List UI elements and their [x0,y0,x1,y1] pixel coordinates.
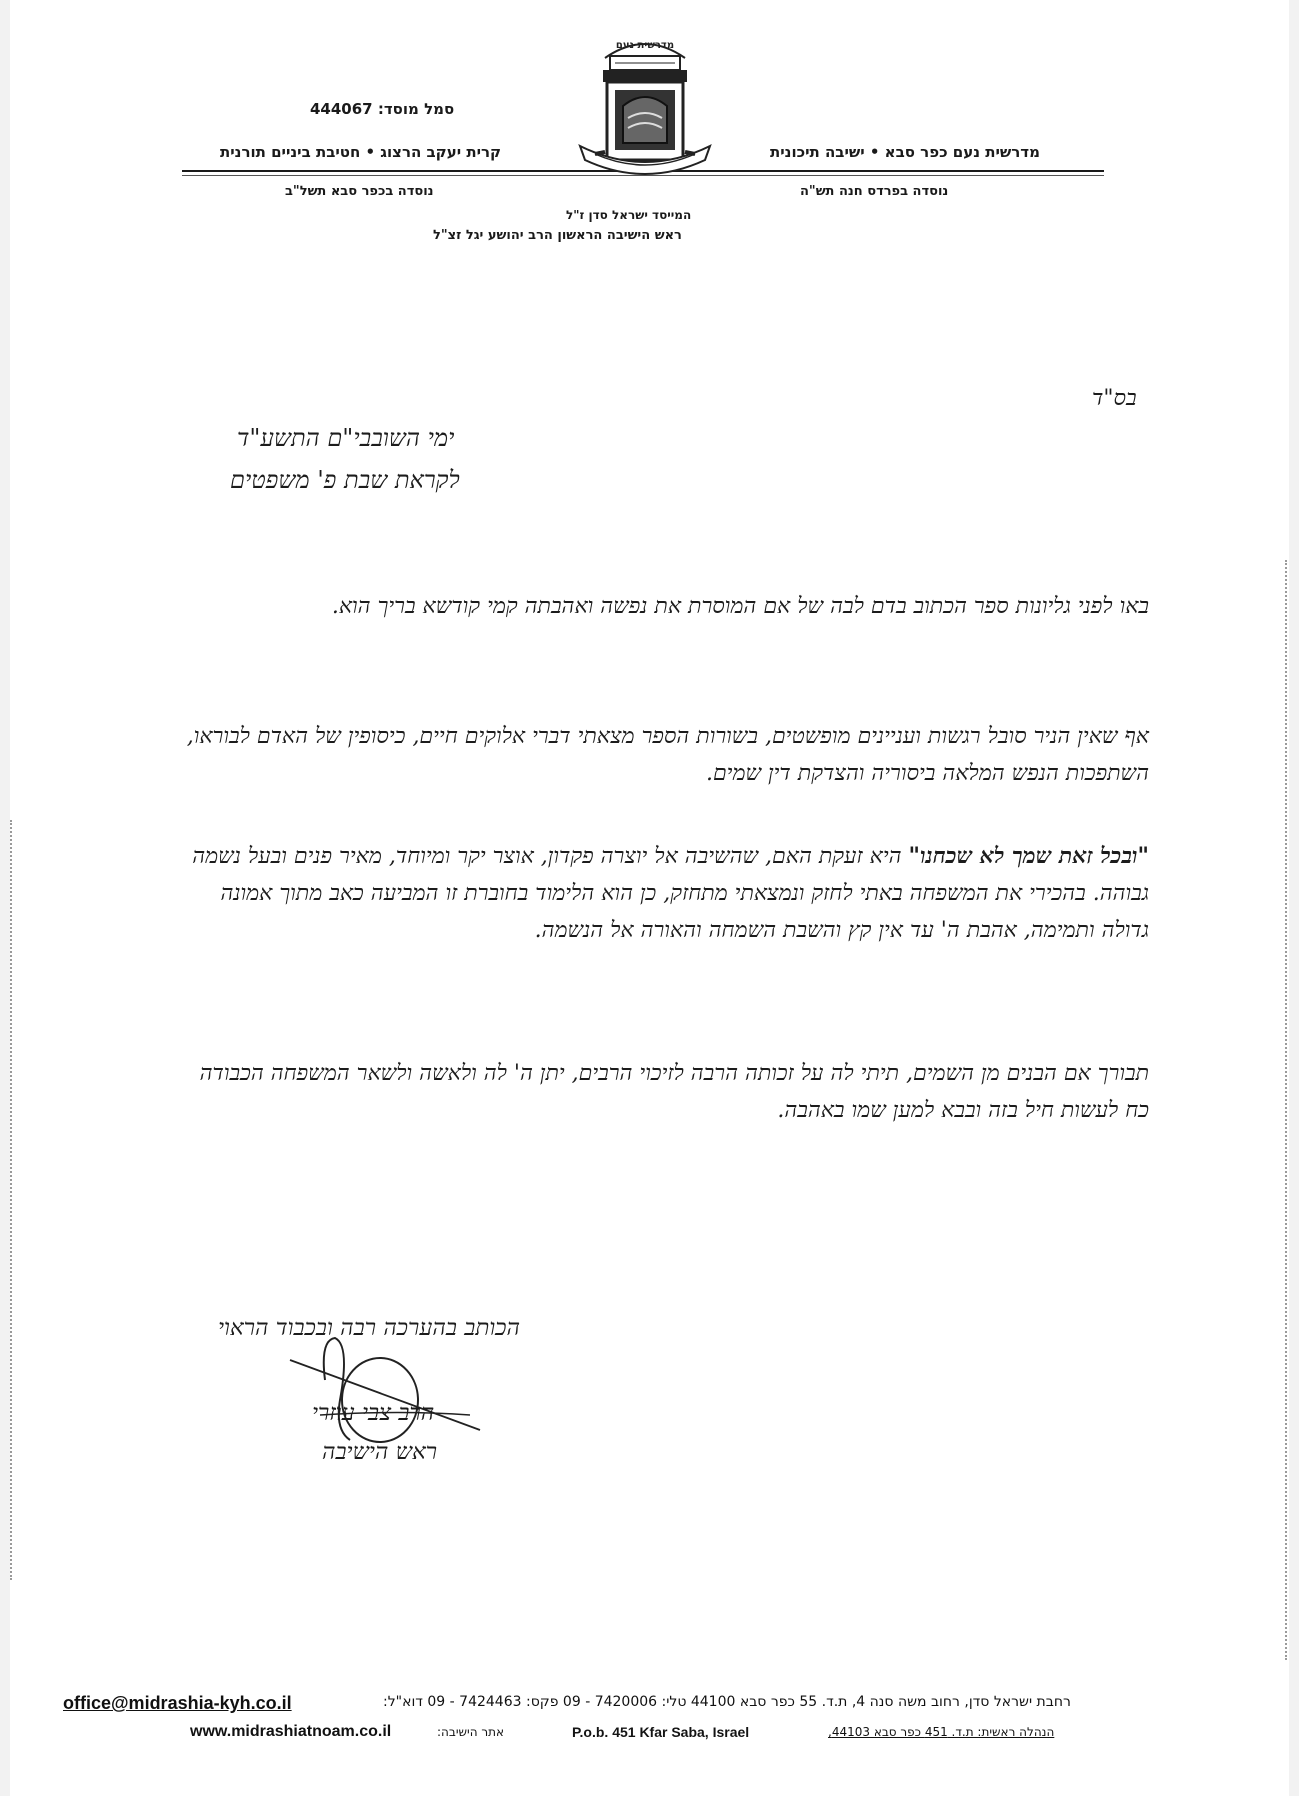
closing-line: הכותב בהערכה רבה ובכבוד הראוי [218,1315,520,1341]
footer-email[interactable]: office@midrashia-kyh.co.il [63,1693,292,1713]
institution-logo [565,28,725,188]
scan-edge-right [1289,0,1299,1796]
signer-title: ראש הישיבה [322,1439,438,1465]
right-tagline: מדרשית נעם כפר סבא • ישיבה תיכונית [770,143,1040,161]
founder-line: המייסד ישראל סדן ז"ל [566,208,692,222]
paragraph-1: באו לפני גליונות ספר הכתוב בדם לבה של אם המוסרת את נפשה ואהבתה קמי קודשא בריך הוא. [331,594,1149,619]
signer-name: הרב צבי עוזרי [312,1400,435,1426]
footer-website[interactable]: www.midrashiatnoam.co.il [190,1723,392,1740]
bsd-mark: בס"ד [1092,386,1137,411]
paragraph-3-text: היא זעקת האם, שהשיבה אל יוצרה פקדון, אוצר יקר ומיוחד, מאיר פנים ובעל נשמה גבוהה. בהכירי את המשפחה באתי לחזק ונמצאתי מתחזק, כן הוא הלימוד בחוברת זו המביעה כאב מתוך אמונה גדולה ותמימה, אהבת ה' עד אין קץ והשבת השמחה והאורה אל הנשמה. [192,844,1149,943]
scan-dots-left [10,820,12,1580]
first-head-line: ראש הישיבה הראשון הרב יהושע יגל זצ"ל [433,228,682,243]
footer-admin: הנהלה ראשית: ת.ד. 451 כפר סבא 44103, [828,1725,1055,1739]
right-founded: נוסדה בפרדס חנה תש"ה [800,184,949,199]
scan-dots-right [1285,560,1287,1660]
logo-top-text: מדרשית נעם [615,40,675,51]
left-tagline: קרית יעקב הרצוג • חטיבת ביניים תורנית [220,143,502,161]
paragraph-2: אף שאין הניר סובל רגשות ועניינים מופשטים, בשורות הספר מצאתי דברי אלוקים חיים, כיסופין של האדם לבוראו, השתפכות הנפש המלאה ביסוריה והצדקת דין שמים. [186,724,1149,786]
left-founded: נוסדה בכפר סבא תשל"ב [285,184,434,199]
institution-code: סמל מוסד: 444067 [310,100,455,118]
scan-edge-left [0,0,10,1796]
paragraph-3 [169,838,1149,949]
paragraph-3-quote: "ובכל זאת שמך לא שכחנו" [908,843,1149,869]
date-line: ימי השובבי"ם התשע"ד [237,424,455,452]
parsha-line: לקראת שבת פ' משפטים [230,466,460,494]
footer-website-label: אתר הישיבה: [437,1725,505,1739]
footer-address: רחבת ישראל סדן, רחוב משה סנה 4, ת.ד. 55 כפר סבא 44100 טלי: 7420006 - 09 פקס: 7424463 - 09 דוא"ל: [383,1694,1071,1710]
footer-pob: P.o.b. 451 Kfar Saba, Israel [572,1724,750,1740]
paragraph-4: תבורך אם הבנים מן השמים, תיתי לה על זכותה הרבה לזיכוי הרבים, יתן ה' לה ולאשה ולשאר המשפחה הכבודה כח לעשות חיל בזה ובבא למען שמו באהבה. [199,1061,1149,1123]
